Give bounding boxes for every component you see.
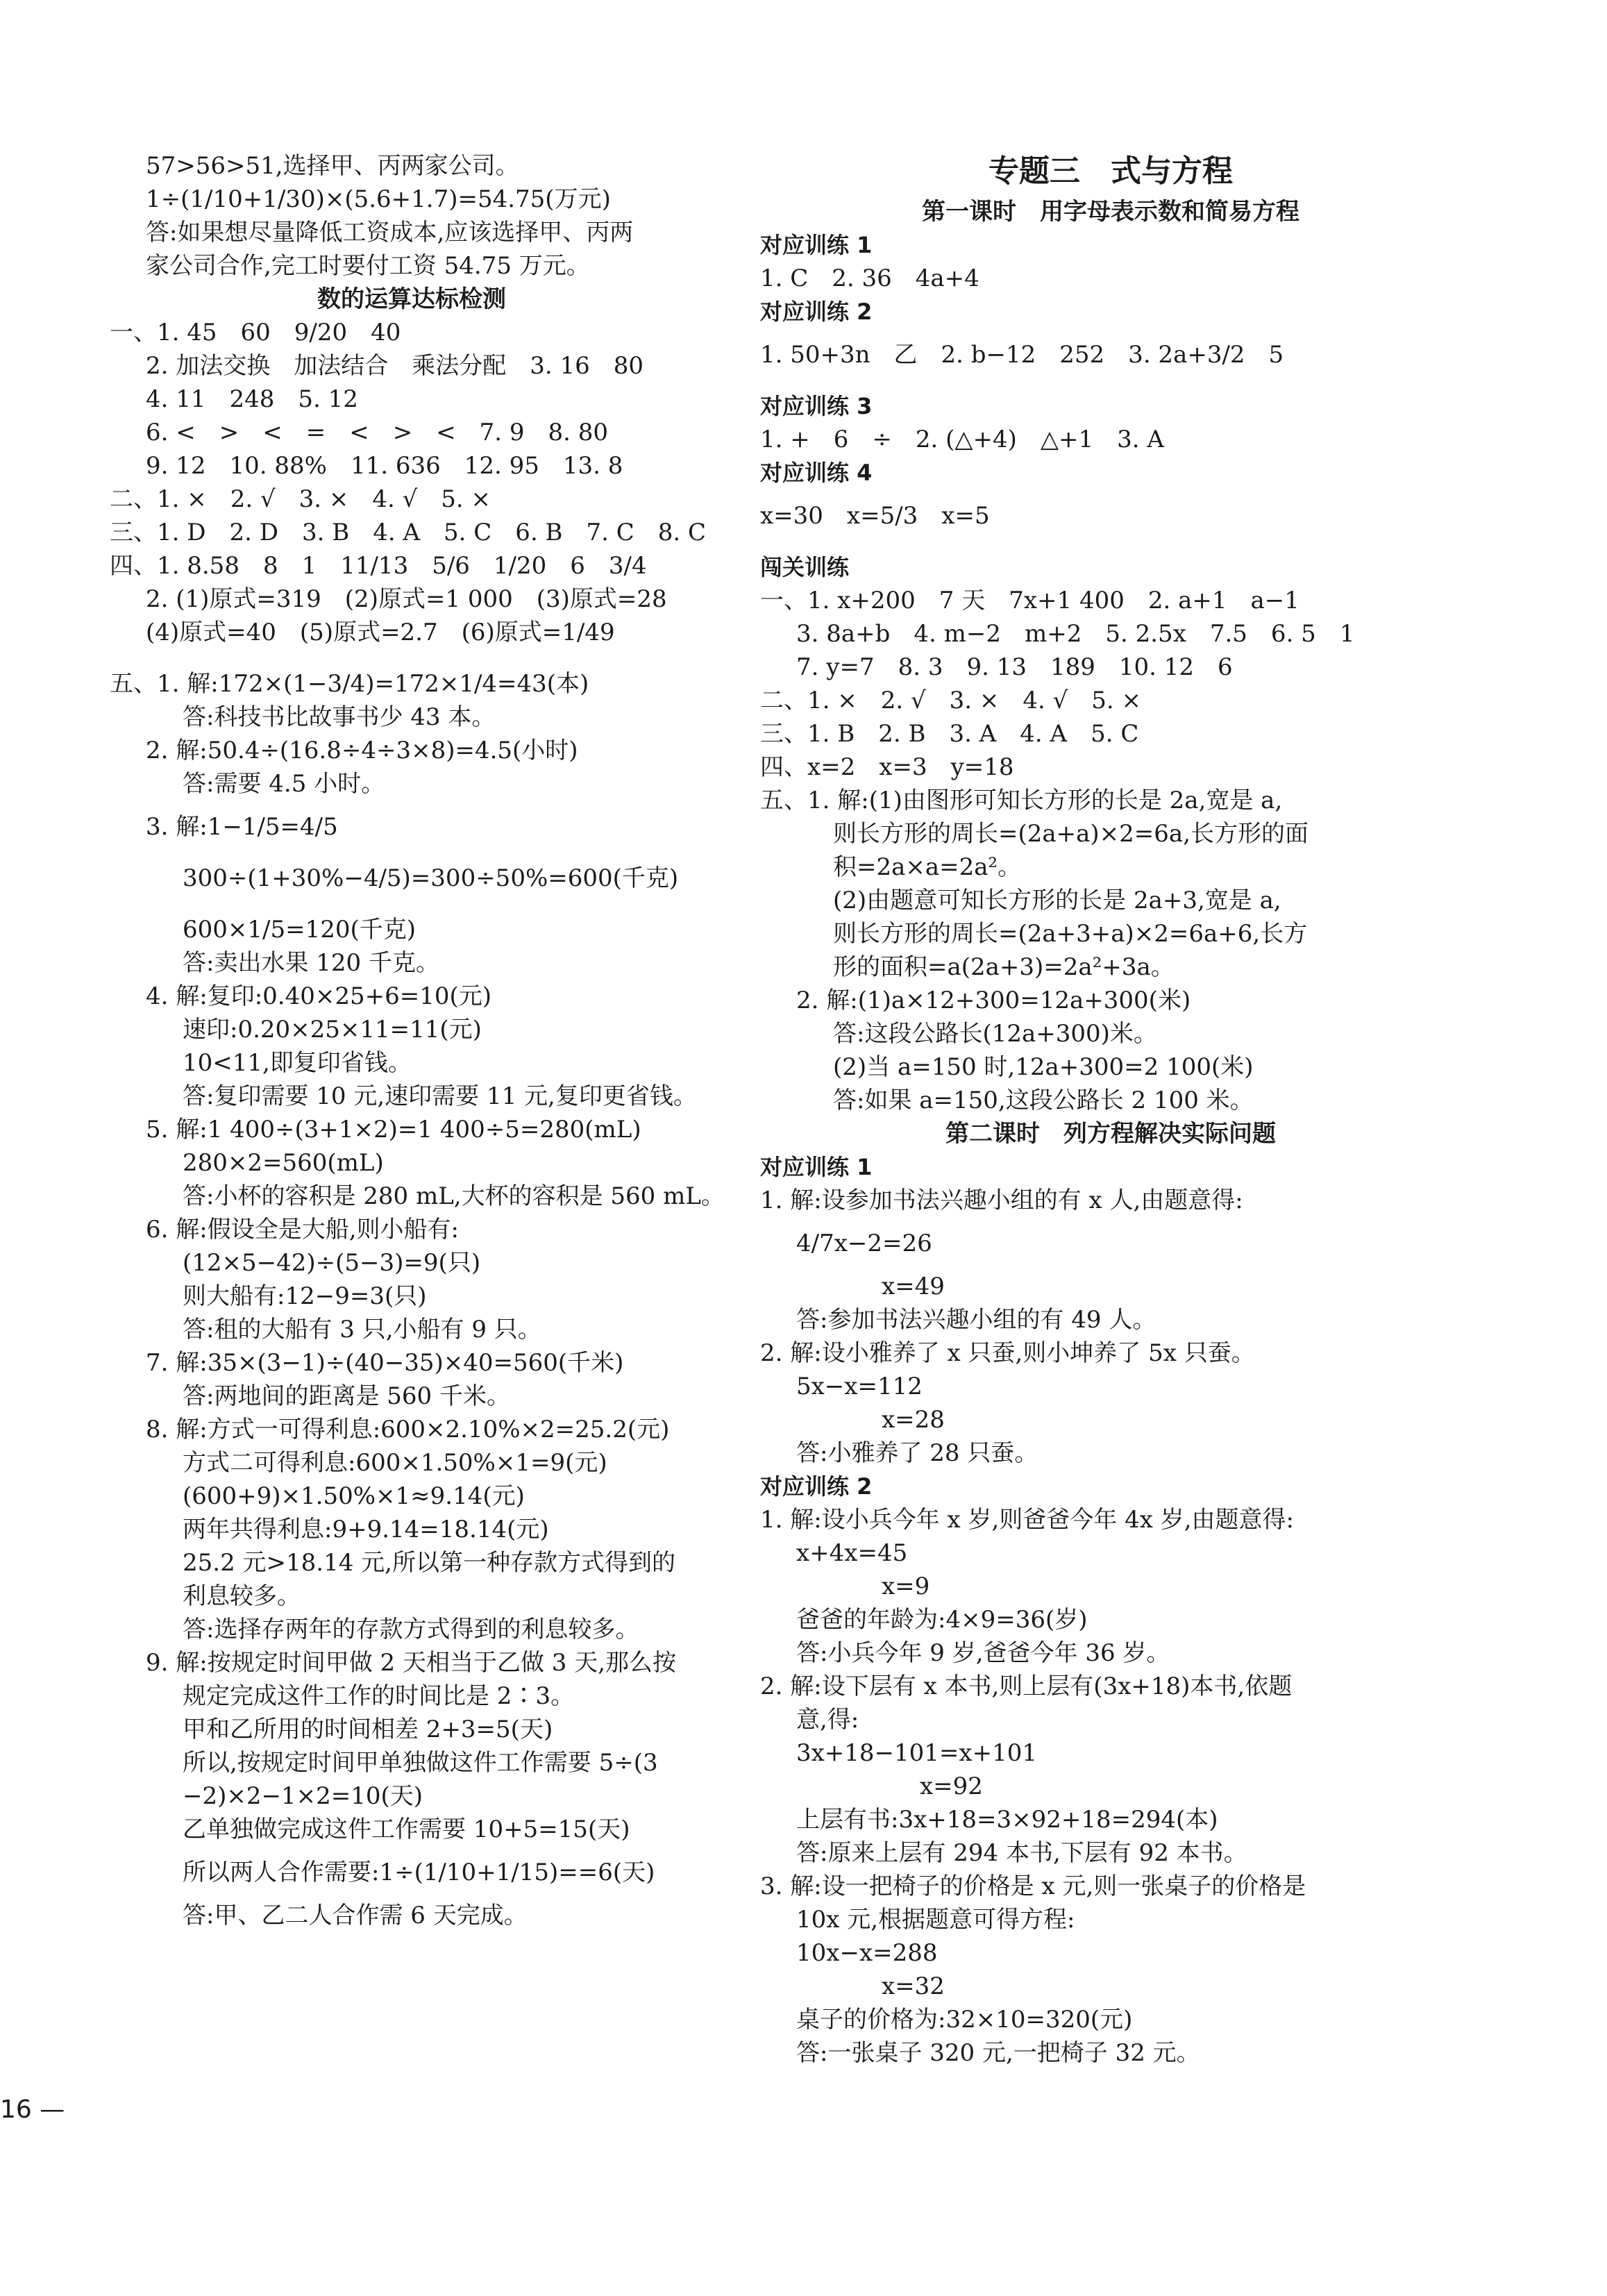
text-line: 3. 解:设一把椅子的价格是 x 元,则一张桌子的价格是	[760, 1872, 1306, 1900]
text-line: 答:卖出水果 120 千克。	[183, 949, 439, 977]
section-heading: 对应训练 1	[760, 232, 873, 258]
text-line: 答:两地间的距离是 560 千米。	[183, 1382, 510, 1410]
text-line: 25.2 元>18.14 元,所以第一种存款方式得到的	[183, 1549, 675, 1577]
text-line: 答:租的大船有 3 只,小船有 9 只。	[183, 1316, 541, 1343]
section-heading: 对应训练 4	[760, 460, 873, 486]
text-line: 4. 解:复印:0.40×25+6=10(元)	[146, 982, 492, 1010]
section-heading: 对应训练 2	[760, 299, 873, 325]
section-heading: 对应训练 2	[760, 1473, 873, 1500]
text-line: 甲和乙所用的时间相差 2+3=5(天)	[183, 1716, 553, 1743]
text-line: x=30 x=5/3 x=5	[760, 502, 990, 530]
text-line: (12×5−42)÷(5−3)=9(只)	[183, 1249, 481, 1277]
right-column	[760, 149, 1461, 2070]
text-line: 答:一张桌子 320 元,一把椅子 32 元。	[796, 2039, 1200, 2067]
text-line: 意,得:	[796, 1706, 859, 1734]
text-line: 答:如果想尽量降低工资成本,应该选择甲、丙两	[146, 219, 634, 246]
text-line: 五、1. 解:(1)由图形可知长方形的长是 2a,宽是 a,	[760, 787, 1283, 814]
text-line: 速印:0.20×25×11=11(元)	[183, 1016, 482, 1044]
text-line: 4. 11 248 5. 12	[146, 385, 358, 413]
text-line: 10x 元,根据题意可得方程:	[796, 1906, 1075, 1934]
text-line: 3x+18−101=x+101	[796, 1739, 1037, 1767]
text-line: 所以两人合作需要:1÷(1/10+1/15)==6(天)	[183, 1859, 655, 1886]
text-line: 乙单独做完成这件工作需要 10+5=15(天)	[183, 1816, 630, 1843]
text-line: 答:复印需要 10 元,速印需要 11 元,复印更省钱。	[183, 1082, 697, 1110]
text-line: x=9	[882, 1573, 930, 1600]
text-line: 10x−x=288	[796, 1939, 938, 1967]
text-line: x=92	[920, 1773, 983, 1800]
text-line: 9. 解:按规定时间甲做 2 天相当于乙做 3 天,那么按	[146, 1649, 677, 1677]
section-heading: 对应训练 3	[760, 393, 873, 419]
text-line: 答:小杯的容积是 280 mL,大杯的容积是 560 mL。	[183, 1182, 725, 1210]
text-line: 2. 加法交换 加法结合 乘法分配 3. 16 80	[146, 352, 644, 380]
section-heading: 第二课时 列方程解决实际问题	[945, 1120, 1276, 1148]
text-line: 方式二可得利息:600×1.50%×1=9(元)	[183, 1449, 607, 1477]
text-line: 2. 解:(1)a×12+300=12a+300(米)	[796, 987, 1191, 1014]
text-line: 一、1. 45 60 9/20 40	[110, 319, 401, 346]
text-line: 2. 解:设小雅养了 x 只蚕,则小坤养了 5x 只蚕。	[760, 1339, 1255, 1367]
text-line: 答:小兵今年 9 岁,爸爸今年 36 岁。	[796, 1639, 1170, 1667]
text-line: (2)由题意可知长方形的长是 2a+3,宽是 a,	[833, 887, 1281, 914]
text-line: 7. 解:35×(3−1)÷(40−35)×40=560(千米)	[146, 1349, 624, 1377]
text-line: 积=2a×a=2a²。	[833, 853, 1022, 881]
text-line: 1. 50+3n 乙 2. b−12 252 3. 2a+3/2 5	[760, 341, 1284, 369]
section-heading: 专题三 式与方程	[988, 153, 1233, 189]
text-line: 2. 解:50.4÷(16.8÷4÷3×8)=4.5(小时)	[146, 737, 578, 764]
section-heading: 第一课时 用字母表示数和简易方程	[922, 198, 1299, 226]
text-line: 二、1. × 2. √ 3. × 4. √ 5. ×	[760, 687, 1142, 714]
text-line: 4/7x−2=26	[796, 1230, 932, 1257]
text-line: (4)原式=40 (5)原式=2.7 (6)原式=1/49	[146, 619, 615, 646]
text-line: 6. 解:假设全是大船,则小船有:	[146, 1216, 459, 1243]
text-line: 答:选择存两年的存款方式得到的利息较多。	[183, 1616, 639, 1643]
text-line: 答:这段公路长(12a+300)米。	[833, 1020, 1157, 1048]
text-line: 1. + 6 ÷ 2. (△+4) △+1 3. A	[760, 426, 1164, 453]
text-line: 1. 解:设小兵今年 x 岁,则爸爸今年 4x 岁,由题意得:	[760, 1506, 1294, 1534]
section-heading: 数的运算达标检测	[317, 285, 506, 313]
left-column	[110, 149, 725, 1932]
page-number: 16 —	[0, 2095, 65, 2124]
text-line: 四、x=2 x=3 y=18	[760, 753, 1014, 781]
text-line: 600×1/5=120(千克)	[183, 916, 417, 944]
text-line: 形的面积=a(2a+3)=2a²+3a。	[833, 953, 1175, 981]
text-line: 6. < > < = < > < 7. 9 8. 80	[146, 419, 609, 446]
text-line: 答:原来上层有 294 本书,下层有 92 本书。	[796, 1839, 1247, 1867]
text-line: 一、1. x+200 7 天 7x+1 400 2. a+1 a−1	[760, 587, 1299, 614]
text-line: 则长方形的周长=(2a+a)×2=6a,长方形的面	[833, 820, 1309, 848]
text-line: 爸爸的年龄为:4×9=36(岁)	[796, 1606, 1088, 1634]
text-line: 280×2=560(mL)	[183, 1149, 384, 1177]
text-line: 300÷(1+30%−4/5)=300÷50%=600(千克)	[183, 864, 679, 892]
text-line: 3. 解:1−1/5=4/5	[146, 813, 338, 841]
text-line: 1. 解:设参加书法兴趣小组的有 x 人,由题意得:	[760, 1187, 1243, 1214]
text-line: x=49	[882, 1273, 945, 1300]
text-line: 答:参加书法兴趣小组的有 49 人。	[796, 1306, 1156, 1334]
text-line: 两年共得利息:9+9.14=18.14(元)	[183, 1516, 549, 1543]
section-heading: 对应训练 1	[760, 1154, 873, 1180]
text-line: x=28	[882, 1406, 945, 1434]
text-line: 7. y=7 8. 3 9. 13 189 10. 12 6	[796, 653, 1233, 681]
text-line: x=32	[882, 1972, 945, 2000]
text-line: 3. 8a+b 4. m−2 m+2 5. 2.5x 7.5 6. 5 1	[796, 620, 1355, 648]
text-line: 10<11,即复印省钱。	[183, 1049, 412, 1077]
text-line: 2. (1)原式=319 (2)原式=1 000 (3)原式=28	[146, 585, 667, 613]
text-line: 三、1. B 2. B 3. A 4. A 5. C	[760, 720, 1139, 748]
text-line: −2)×2−1×2=10(天)	[183, 1782, 423, 1810]
text-line: 五、1. 解:172×(1−3/4)=172×1/4=43(本)	[110, 670, 589, 698]
text-line: 答:需要 4.5 小时。	[183, 770, 385, 798]
text-line: 9. 12 10. 88% 11. 636 12. 95 13. 8	[146, 452, 623, 480]
text-line: (2)当 a=150 时,12a+300=2 100(米)	[833, 1053, 1254, 1081]
text-line: 答:科技书比故事书少 43 本。	[183, 703, 496, 731]
text-line: 1. C 2. 36 4a+4	[760, 265, 979, 292]
text-line: 答:甲、乙二人合作需 6 天完成。	[183, 1902, 528, 1929]
section-heading: 闯关训练	[760, 554, 850, 580]
text-line: 则长方形的周长=(2a+3+a)×2=6a+6,长方	[833, 920, 1308, 948]
text-line: 上层有书:3x+18=3×92+18=294(本)	[796, 1806, 1218, 1834]
text-line: x+4x=45	[796, 1539, 908, 1567]
text-line: 利息较多。	[183, 1582, 301, 1610]
text-line: 答:如果 a=150,这段公路长 2 100 米。	[833, 1087, 1254, 1114]
text-line: 所以,按规定时间甲单独做这件工作需要 5÷(3	[183, 1749, 658, 1777]
text-line: (600+9)×1.50%×1≈9.14(元)	[183, 1482, 525, 1510]
text-line: 1÷(1/10+1/30)×(5.6+1.7)=54.75(万元)	[146, 185, 611, 213]
text-line: 5x−x=112	[796, 1373, 923, 1400]
text-line: 二、1. × 2. √ 3. × 4. √ 5. ×	[110, 485, 491, 513]
text-line: 2. 解:设下层有 x 本书,则上层有(3x+18)本书,依题	[760, 1673, 1293, 1700]
text-line: 5. 解:1 400÷(3+1×2)=1 400÷5=280(mL)	[146, 1116, 641, 1143]
text-line: 则大船有:12−9=3(只)	[183, 1282, 427, 1310]
text-line: 家公司合作,完工时要付工资 54.75 万元。	[146, 252, 590, 280]
text-line: 四、1. 8.58 8 1 11/13 5/6 1/20 6 3/4	[110, 552, 647, 580]
text-line: 规定完成这件工作的时间比是 2∶3。	[183, 1682, 575, 1710]
text-line: 答:小雅养了 28 只蚕。	[796, 1439, 1038, 1467]
text-line: 57>56>51,选择甲、丙两家公司。	[146, 152, 519, 180]
text-line: 三、1. D 2. D 3. B 4. A 5. C 6. B 7. C 8. C	[110, 519, 707, 546]
text-line: 桌子的价格为:32×10=320(元)	[796, 2006, 1133, 2034]
text-line: 8. 解:方式一可得利息:600×2.10%×2=25.2(元)	[146, 1416, 670, 1443]
